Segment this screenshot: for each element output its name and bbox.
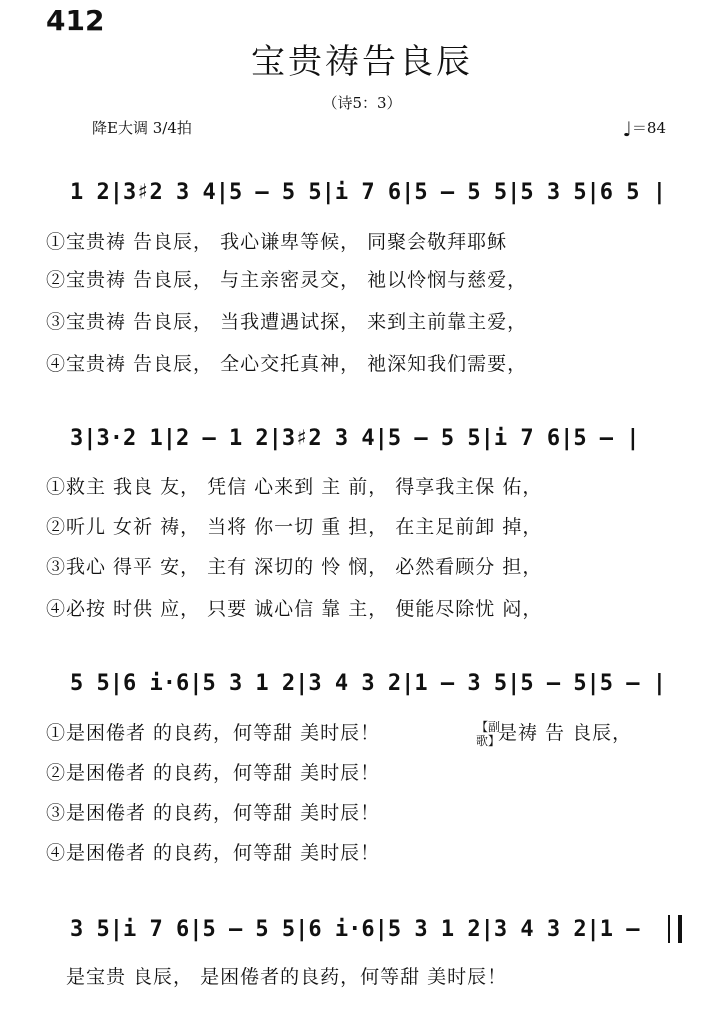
key-and-meter: 降E大调 3/4拍 [92, 119, 192, 137]
lyric-verse-1-line-2: ①救主 我良 友， 凭信 心来到 主 前， 得享我主保 佑， [46, 476, 543, 498]
chorus-marker: 【副歌】 [476, 720, 501, 748]
notation-line-1: 1 2|3♯2 3 4|5 – 5 5|i 7 6|5 – 5 5|5 3 5|6 5 | [70, 180, 667, 205]
notation-line-4: 3 5|i 7 6|5 – 5 5|6 i·6|5 3 1 2|3 4 3 2|1 – [70, 917, 640, 942]
quarter-note-icon: ♩ [622, 117, 632, 141]
lyric-verse-4-line-1: ④宝贵祷 告良辰， 全心交托真神， 祂深知我们需要， [46, 353, 528, 375]
lyric-verse-1-line-1: ①宝贵祷 告良辰， 我心谦卑等候， 同聚会敬拜耶稣 [46, 231, 508, 253]
tempo-marking [622, 117, 666, 141]
lyric-verse-2-line-1: ②宝贵祷 告良辰， 与主亲密灵交， 祂以怜悯与慈爱， [46, 269, 528, 291]
lyric-verse-1-line-3: ①是困倦者 的良药，何等甜 美时辰！ [46, 722, 381, 744]
notation-line-2: 3|3·2 1|2 – 1 2|3♯2 3 4|5 – 5 5|i 7 6|5 – | [70, 426, 640, 451]
scripture-reference: （诗5：3） [322, 94, 402, 112]
notation-line-3: 5 5|6 i·6|5 3 1 2|3 4 3 2|1 – 3 5|5 – 5|5 – | [70, 671, 667, 696]
lyric-verse-3-line-2: ③我心 得平 安， 主有 深切的 怜 悯， 必然看顾分 担， [46, 556, 543, 578]
lyric-verse-2-line-3: ②是困倦者 的良药，何等甜 美时辰！ [46, 762, 381, 784]
lyric-verse-3-line-1: ③宝贵祷 告良辰， 当我遭遇试探， 来到主前靠主爱， [46, 311, 528, 333]
lyric-verse-2-line-2: ②听儿 女祈 祷， 当将 你一切 重 担， 在主足前卸 掉， [46, 516, 543, 538]
final-barline [668, 915, 682, 943]
tempo-value: ＝84 [631, 119, 666, 137]
lyric-verse-3-line-3: ③是困倦者 的良药，何等甜 美时辰！ [46, 802, 381, 824]
hymn-title: 宝贵祷告良辰 [251, 42, 473, 82]
lyric-verse-4-line-3: ④是困倦者 的良药，何等甜 美时辰！ [46, 842, 381, 864]
hymn-number: 412 [46, 4, 105, 37]
lyric-verse-4-line-2: ④必按 时供 应， 只要 诚心信 靠 主， 便能尽除忧 闷， [46, 598, 543, 620]
chorus-lyric-start: 是祷 告 良辰， [498, 722, 633, 744]
chorus-lyric-line: 是宝贵 良辰， 是困倦者的良药，何等甜 美时辰！ [66, 966, 508, 988]
